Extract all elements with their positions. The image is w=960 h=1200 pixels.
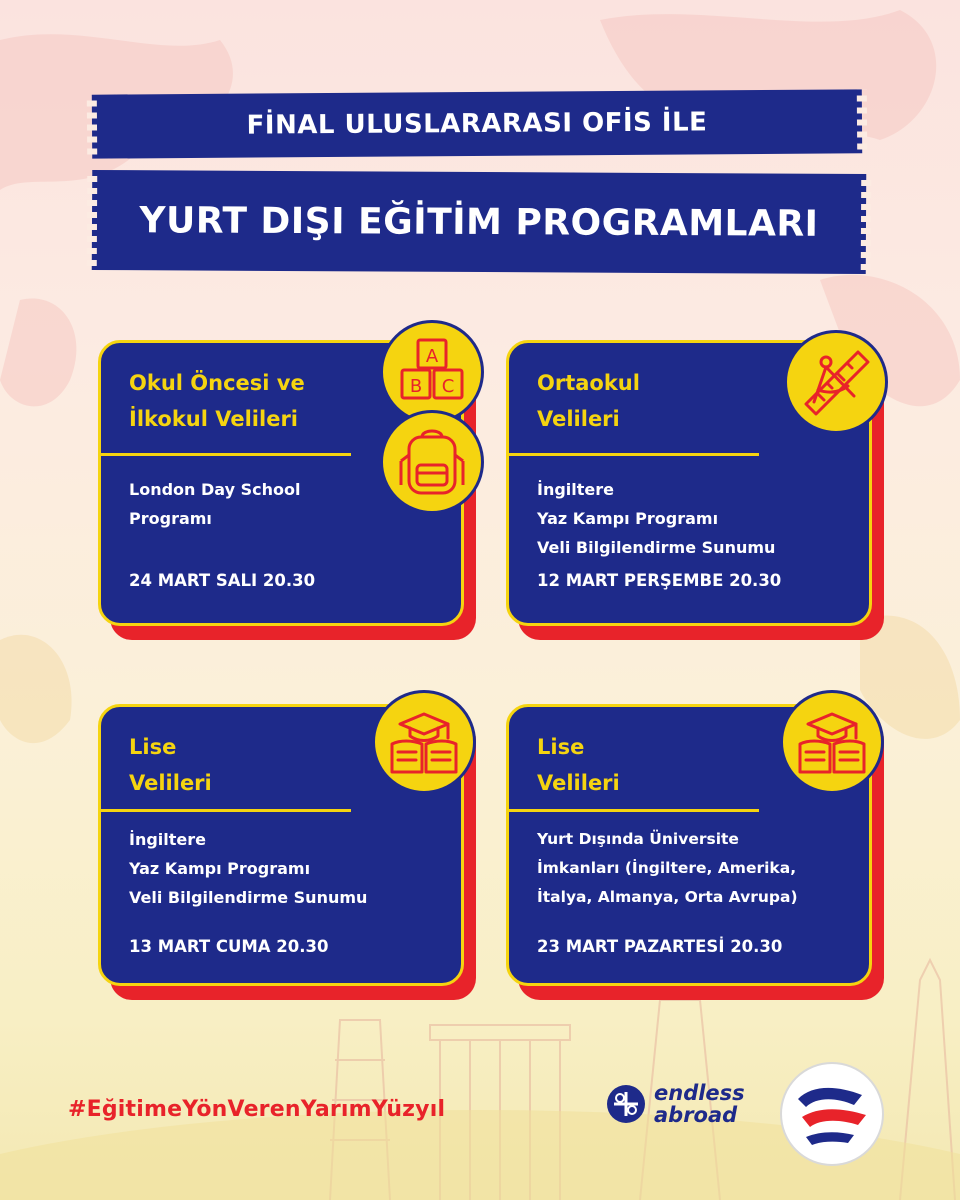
logo-line-2: abroad	[654, 1103, 738, 1127]
endless-abroad-logo	[606, 1082, 745, 1126]
card-body: İngiltere Yaz Kampı Programı Veli Bilgilendirme Sunumu	[537, 480, 776, 557]
card-date: 12 MART PERŞEMBE 20.30	[537, 571, 782, 590]
header-banner-top	[92, 89, 862, 158]
card-body: Yurt Dışında Üniversite İmkanları (İngiltere, Amerika, İtalya, Almanya, Orta Avrupa)	[537, 830, 798, 906]
final-logo-mark-icon	[792, 1079, 872, 1149]
card-body: London Day School Programı	[129, 480, 301, 528]
card-body: İngiltere Yaz Kampı Programı Veli Bilgilendirme Sunumu	[129, 830, 368, 907]
card-title: Lise Velileri	[537, 735, 620, 795]
block-letter-b: B	[409, 376, 423, 397]
card-title: Ortaokul Velileri	[537, 371, 640, 431]
card-date: 23 MART PAZARTESİ 20.30	[537, 937, 783, 956]
header-banner-main	[92, 170, 867, 274]
compass-ruler-icon	[784, 330, 888, 434]
card-divider	[509, 809, 759, 812]
backpack-icon	[380, 410, 484, 514]
card-divider	[509, 453, 759, 456]
graduation-book-icon	[780, 690, 884, 794]
card-divider	[101, 453, 351, 456]
endless-abroad-wordmark	[654, 1082, 745, 1126]
header-line-1: FİNAL ULUSLARARASI OFİS İLE	[246, 107, 708, 141]
card-title: Okul Öncesi ve İlkokul Velileri	[129, 371, 305, 431]
card-date: 24 MART SALI 20.30	[129, 571, 316, 590]
block-letter-c: C	[441, 376, 455, 397]
abc-blocks-icon	[380, 320, 484, 424]
endless-abroad-mark-icon	[606, 1084, 646, 1124]
page-title: YURT DIŞI EĞİTİM PROGRAMLARI	[139, 199, 819, 245]
graduation-book-icon	[372, 690, 476, 794]
final-logo	[780, 1062, 884, 1166]
card-date: 13 MART CUMA 20.30	[129, 937, 329, 956]
card-title: Lise Velileri	[129, 735, 212, 795]
logo-line-1: endless	[654, 1081, 745, 1105]
hashtag: #EğitimeYönVerenYarımYüzyıl	[68, 1097, 446, 1122]
block-letter-a: A	[425, 346, 439, 367]
card-divider	[101, 809, 351, 812]
